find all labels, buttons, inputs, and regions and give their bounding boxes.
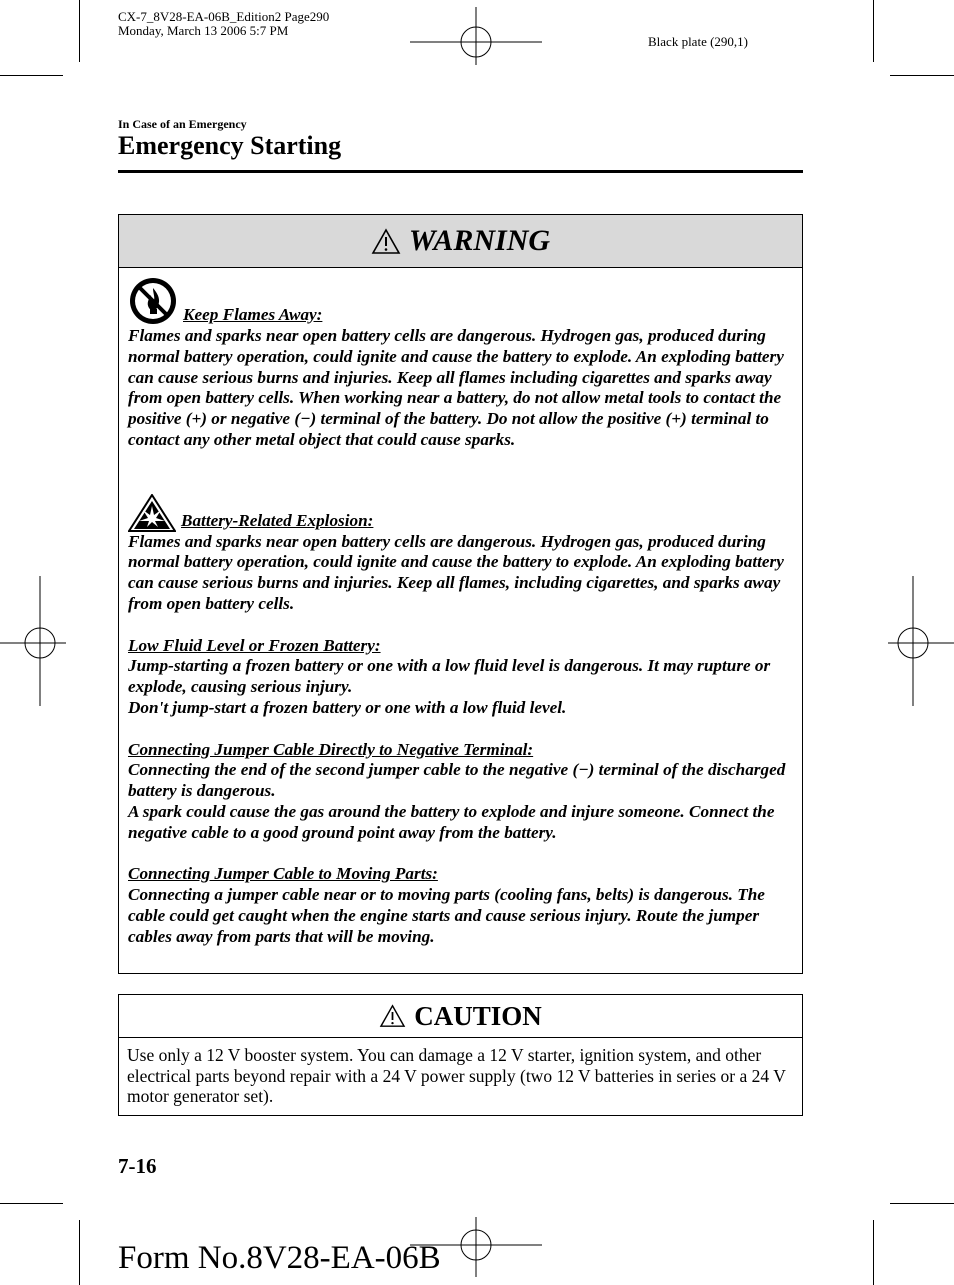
warning-item — [128, 494, 793, 532]
warning-item-title: Battery-Related Explosion: — [181, 510, 374, 530]
page-title: Emergency Starting — [118, 131, 342, 160]
warning-item — [128, 276, 793, 326]
warning-item-text: Flames and sparks near open battery cells are dangerous. Hydrogen gas, produced during normal battery operation, could ignite and cause the battery to explode. An exploding battery can cause serious burns and injuries. Keep all flames, including cigarettes, and sparks away from open battery cells. — [128, 531, 784, 613]
warning-item-text: Jump-starting a frozen battery or one with a low fluid level is dangerous. It may rupture or explode, causing serious injury. — [128, 656, 771, 697]
caution-triangle-icon — [379, 1004, 406, 1028]
form-number: Form No.8V28-EA-06B — [118, 1240, 441, 1276]
warning-item-title: Keep Flames Away: — [183, 305, 323, 325]
page-number: 7-16 — [118, 1154, 157, 1178]
warning-box — [118, 214, 803, 974]
caution-header — [119, 995, 802, 1038]
warning-header — [119, 215, 802, 268]
registration-mark-icon — [888, 576, 954, 706]
warning-item-title: Low Fluid Level or Frozen Battery: — [128, 635, 381, 655]
caution-box — [118, 994, 803, 1116]
warning-item-text: A spark could cause the gas around the battery to explode and injure someone. Connect the negative cable to a good ground point away from the battery. — [128, 801, 775, 842]
crop-mark — [873, 1220, 874, 1285]
warning-item-title: Connecting Jumper Cable Directly to Negative Terminal: — [128, 739, 534, 759]
warning-item-title: Connecting Jumper Cable to Moving Parts: — [128, 864, 438, 884]
crop-mark — [873, 0, 874, 62]
warning-heading: WARNING — [408, 224, 551, 257]
registration-mark-icon — [0, 576, 66, 706]
caution-text: Use only a 12 V booster system. You can damage a 12 V starter, ignition system, and other electrical parts beyond repair with a 24 V power supply (two 12 V batteries in series or a 24 V motor generator set). — [127, 1045, 786, 1106]
print-file-line: CX-7_8V28-EA-06B_Edition2 Page290 — [118, 9, 330, 24]
explosion-hazard-icon — [128, 494, 176, 532]
section-label: In Case of an Emergency — [118, 117, 247, 131]
warning-body — [119, 268, 802, 948]
warning-item-text: Connecting a jumper cable near or to moving parts (cooling fans, belts) is dangerous. The cable could get caught when the engine starts and cause serious injury. Route the jumper cables away from parts that will be moving. — [128, 885, 765, 946]
no-flame-icon — [128, 276, 178, 326]
crop-mark — [0, 1203, 63, 1204]
warning-triangle-icon — [371, 228, 401, 255]
print-plate: Black plate (290,1) — [648, 34, 748, 49]
crop-mark — [890, 75, 954, 76]
warning-item-text: Connecting the end of the second jumper cable to the negative (−) terminal of the discharged battery is dangerous. — [128, 760, 786, 801]
title-rule — [118, 170, 803, 173]
print-date-line: Monday, March 13 2006 5:7 PM — [118, 23, 289, 38]
registration-mark-icon — [410, 3, 542, 65]
warning-item-text: Don't jump-start a frozen battery or one with a low fluid level. — [128, 697, 567, 717]
caution-heading: CAUTION — [414, 1000, 542, 1031]
crop-mark — [79, 1220, 80, 1285]
warning-item-text: Flames and sparks near open battery cells are dangerous. Hydrogen gas, produced during normal battery operation, could ignite and cause the battery to explode. An exploding battery can cause serious burns and injuries. Keep all flames including cigarettes and sparks away from open battery cells. When working near a battery, do not allow metal tools to contact the positive (+) or negative (−) terminal of the battery. Do not allow the positive (+) terminal to contact any other metal object that could cause sparks. — [128, 326, 784, 449]
crop-mark — [79, 0, 80, 62]
crop-mark — [0, 75, 63, 76]
crop-mark — [890, 1203, 954, 1204]
